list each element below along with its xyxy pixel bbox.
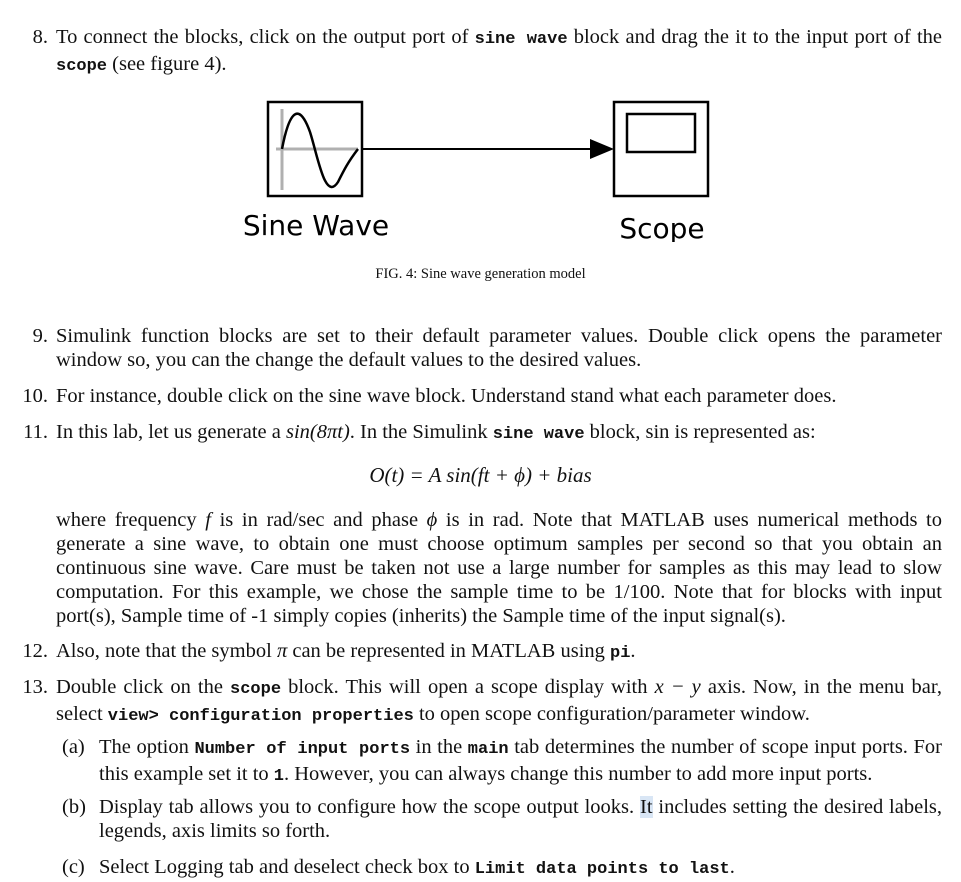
code-main: main bbox=[467, 740, 509, 759]
scope-screen-icon bbox=[627, 114, 695, 152]
code-view-config: view> configuration properties bbox=[107, 707, 414, 726]
sub-item-label: (a) bbox=[62, 736, 85, 758]
step-11-paragraph: where frequency f is in rad/sec and phase ϕ is in rad. Note that MATLAB uses numerical methods to generate a sine wave, to obtain one must choose optimum samples per second so that you obtain an continuous sine wave. Care must be taken not use a large number for samples as this may lead to slow computation. For this example, we chose the sample time to be 1/100. Note that for blocks with input port(s), Sample time of -1 simply copies (inherits) the Sample time of the input signal(s). bbox=[56, 509, 942, 627]
code-scope: scope bbox=[230, 680, 282, 699]
selected-text: It bbox=[640, 796, 653, 818]
arrow-head-icon bbox=[590, 139, 614, 159]
sine-wave-label: Sine Wave bbox=[242, 209, 390, 242]
sin-expression: sin(8πt) bbox=[285, 421, 350, 443]
code-limit-data-points: Limit data points to last bbox=[474, 860, 730, 879]
sub-item-label: (b) bbox=[62, 796, 86, 818]
sub-item-c-text: Select Logging tab and deselect check box to Limit data points to last. bbox=[99, 856, 735, 879]
code-scope: scope bbox=[56, 57, 108, 76]
item-number: 13. bbox=[22, 676, 48, 698]
sine-wave-model-figure bbox=[230, 92, 730, 242]
item-number: 11. bbox=[23, 421, 48, 443]
step-11-text: In this lab, let us generate a sin(8πt). In the Simulink sine wave block, sin is represented as: bbox=[56, 421, 816, 444]
sine-equation: O(t) = A sin(ft + ϕ) + bias bbox=[369, 463, 592, 487]
scope-label: Scope bbox=[619, 212, 705, 242]
item-number: 8. bbox=[32, 26, 48, 48]
sub-item-a-text: The option Number of input ports in the main tab determines the number of scope input ports. For this example set it to 1. However, you can always change this number to add more input ports. bbox=[99, 736, 942, 786]
code-sine-wave: sine wave bbox=[474, 30, 568, 49]
item-number: 10. bbox=[22, 385, 48, 407]
figure-caption: FIG. 4: Sine wave generation model bbox=[375, 266, 586, 282]
item-number: 9. bbox=[32, 325, 48, 347]
step-8-text: To connect the blocks, click on the output port of sine wave block and drag the it to the input port of the scope (see figure 4). bbox=[56, 26, 942, 76]
step-13-text: Double click on the scope block. This will open a scope display with x − y axis. Now, in the menu bar, select view> configuration properties to open scope configuration/parameter window. bbox=[56, 676, 942, 726]
code-one: 1 bbox=[273, 767, 284, 786]
sine-wave-block bbox=[268, 102, 362, 196]
sub-item-label: (c) bbox=[62, 856, 85, 878]
step-9-text: Simulink function blocks are set to their default parameter values. Double click opens the parameter window so, you can the change the default values to the desired values. bbox=[56, 325, 942, 371]
code-number-input-ports: Number of input ports bbox=[194, 740, 411, 759]
code-sine-wave: sine wave bbox=[492, 425, 585, 444]
scope-block bbox=[614, 102, 708, 196]
step-12-text: Also, note that the symbol π can be represented in MATLAB using pi. bbox=[56, 640, 636, 663]
item-number: 12. bbox=[22, 640, 48, 662]
code-pi: pi bbox=[610, 644, 631, 663]
sub-item-b-text: Display tab allows you to configure how the scope output looks. It includes setting the desired labels, legends, axis limits so forth. bbox=[99, 796, 942, 842]
step-10-text: For instance, double click on the sine wave block. Understand stand what each parameter does. bbox=[56, 385, 837, 407]
